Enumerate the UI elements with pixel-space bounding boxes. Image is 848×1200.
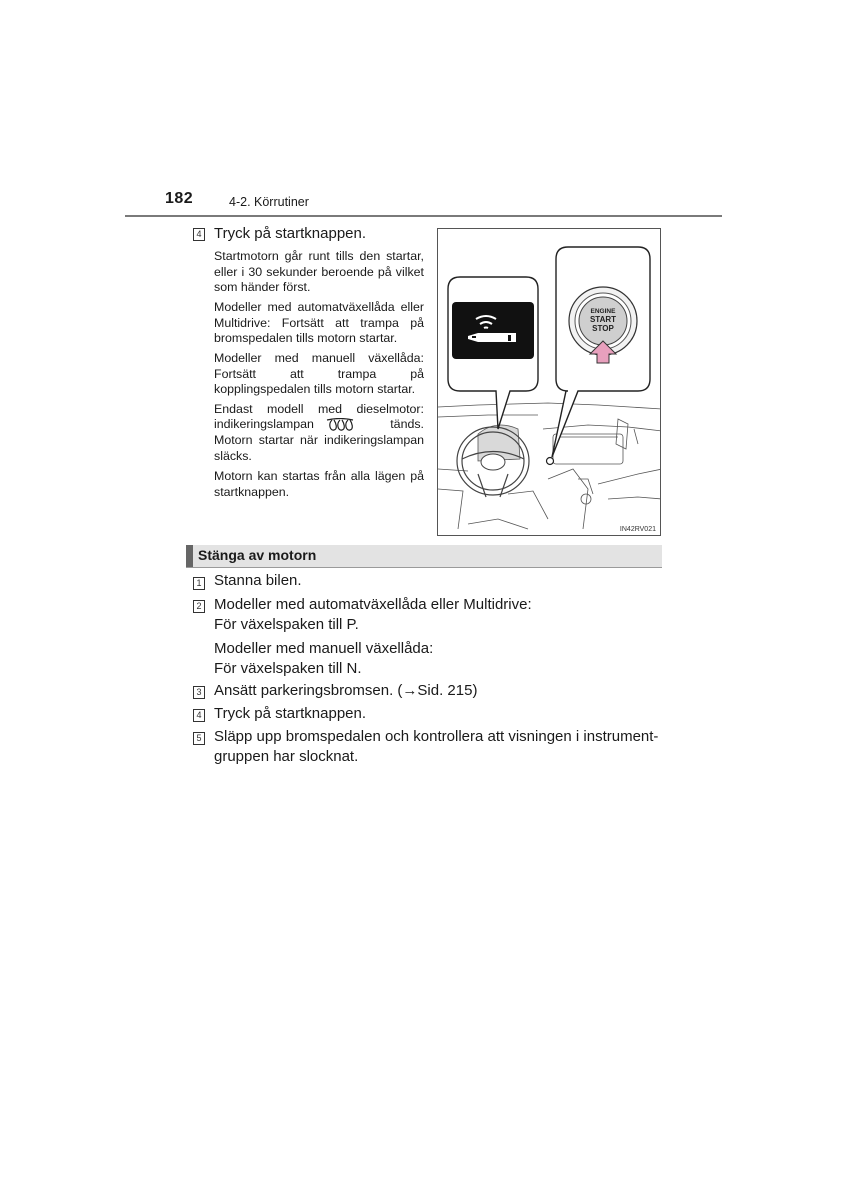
step-text: Tryck på startknappen.	[214, 705, 367, 722]
header-rule	[125, 215, 722, 217]
note-diesel-line2	[214, 417, 424, 433]
note-manual: Modeller med manuell växellåda: Fortsätt att trampa på kopplingspedalen tills motorn startar.	[214, 351, 424, 396]
step-text: Stanna bilen.	[214, 572, 302, 589]
note-any-mode: Motorn kan startas från alla lägen på startknappen.	[214, 469, 424, 499]
step-number-box: 5	[193, 732, 205, 745]
glow-plug-icon	[325, 418, 355, 432]
note-diesel-line1: Endast modell med dieselmotor:	[214, 402, 424, 416]
note-diesel-before: indikeringslampan	[214, 417, 314, 431]
step-number-box: 4	[193, 228, 205, 241]
step-number-box: 1	[193, 577, 205, 590]
step-number-box: 2	[193, 600, 205, 613]
dashboard-illustration	[438, 229, 661, 536]
page-number: 182	[165, 190, 194, 207]
step-text: Modeller med automatväxellåda eller Multidrive:	[214, 596, 532, 613]
button-label-start: START	[589, 315, 617, 324]
step-text: För växelspaken till N.	[214, 660, 362, 677]
step-text: gruppen har slocknat.	[214, 748, 359, 765]
step-number-box: 4	[193, 709, 205, 722]
note-automatic: Modeller med automatväxellåda eller Multidrive: Fortsätt att trampa på bromspedalen tills motorn startar.	[214, 300, 424, 345]
section-heading-rule	[186, 567, 662, 568]
section-heading-text: Stänga av motorn	[198, 547, 317, 563]
step-text: Modeller med manuell växellåda:	[214, 640, 434, 657]
note-diesel-line3: Motorn startar när indikeringslampan släcks.	[214, 433, 424, 463]
step-text: Ansätt parkeringsbromsen. (→Sid. 215)	[214, 682, 478, 699]
dashboard-figure	[437, 228, 661, 536]
step-text: För växelspaken till P.	[214, 616, 359, 633]
section-title: 4-2. Körrutiner	[229, 195, 309, 209]
indicator-display	[452, 302, 534, 359]
step-text: Släpp upp bromspedalen och kontrollera att visningen i instrument-	[214, 728, 659, 745]
section-heading	[186, 545, 662, 567]
step-title: Tryck på startknappen.	[214, 225, 367, 242]
button-label-stop: STOP	[592, 324, 614, 333]
step-number-box: 3	[193, 686, 205, 699]
button-label-engine: ENGINE	[590, 308, 616, 315]
note-cranking: Startmotorn går runt tills den startar, eller i 30 sekunder beroende på vilket som händer först.	[214, 249, 424, 294]
figure-code: IN42RV021	[619, 526, 656, 533]
note-diesel-after: tänds.	[390, 417, 424, 431]
